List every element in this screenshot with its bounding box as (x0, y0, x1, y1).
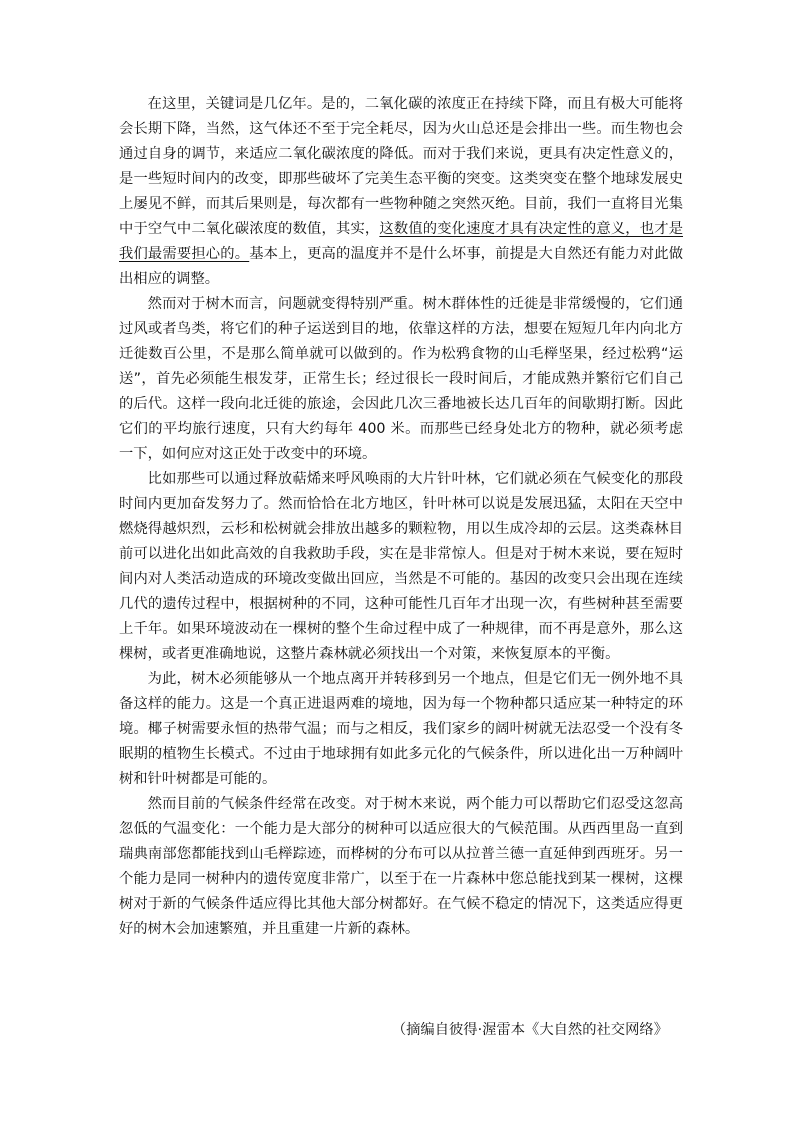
paragraph-1 (119, 92, 683, 292)
source-citation: （摘编自彼得·渥雷本《大自然的社交网络》 (391, 1022, 668, 1038)
underlined-sentence: 这数值的变化速度才具有决定性的意义，也才是我们最需要担心的。 (119, 221, 684, 262)
paragraph-1-text: 在这里，关键词是几亿年。是的，二氧化碳的浓度正在持续下降，而且有极大可能将会长期下降，当然，这气体还不至于完全耗尽，因为火山总还是会排出一些。而生物也会通过自身的调节，来适应二氧化碳浓度的降低。而对于我们来说，更具有决定性意义的，是一些短时间内的改变，即那些破坏了完美生态平衡的突变。这类突变在整个地球发展史上屡见不鲜，而其后果则是，每次都有一些物种随之突然灭绝。目前，我们一直将目光集中于空气中二氧化碳浓度的数值，其实， (119, 96, 683, 237)
paragraph-5: 然而目前的气候条件经常在改变。对于树木来说，两个能力可以帮助它们忍受这忽高忽低的气温变化：一个能力是大部分的树种可以适应很大的气候范围。从西西里岛一直到瑞典南部您都能找到山毛榉踪迹，而桦树的分布可以从拉普兰德一直延伸到西班牙。另一个能力是同一树种内的遗传宽度非常广，以至于在一片森林中您总能找到某一棵树，这棵树对于新的气候条件适应得比其他大部分树都好。在气候不稳定的情况下，这类适应得更好的树木会加速繁殖，并且重建一片新的森林。 (119, 796, 683, 937)
article-body (119, 92, 683, 942)
paragraph-3: 比如那些可以通过释放萜烯来呼风唤雨的大片针叶林，它们就必须在气候变化的那段时间内更加奋发努力了。然而恰恰在北方地区，针叶林可以说是发展迅猛，太阳在天空中燃烧得越炽烈，云杉和松树就会排放出越多的颗粒物，用以生成冷却的云层。这类森林目前可以进化出如此高效的自我救助手段，实在是非常惊人。但是对于树木来说，要在短时间内对人类活动造成的环境改变做出回应，当然是不可能的。基因的改变只会出现在连续几代的遗传过程中，根据树种的不同，这种可能性几百年才出现一次，有些树种甚至需要上千年。如果环境波动在一棵树的整个生命过程中成了一种规律，而不再是意外，那么这棵树，或者更准确地说，这整片森林就必须找出一个对策，来恢复原本的平衡。 (119, 471, 683, 662)
paragraph-4: 为此，树木必须能够从一个地点离开并转移到另一个地点，但是它们无一例外地不具备这样的能力。这是一个真正进退两难的境地，因为每一个物种都只适应某一种特定的环境。椰子树需要永恒的热带气温；而与之相反，我们家乡的阔叶树就无法忍受一个没有冬眠期的植物生长模式。不过由于地球拥有如此多元化的气候条件，所以进化出一万种阔叶树和针叶树都是可能的。 (119, 671, 683, 787)
paragraph-2: 然而对于树木而言，问题就变得特别严重。树木群体性的迁徙是非常缓慢的，它们通过风或者鸟类，将它们的种子运送到目的地，依靠这样的方法，想要在短短几年内向北方迁徙数百公里，不是那么简单就可以做到的。作为松鸦食物的山毛榉坚果，经过松鸦“运送”，首先必须能生根发芽，正常生长；经过很长一段时间后，才能成熟并繁衍它们自己的后代。这样一段向北迁徙的旅途，会因此几次三番地被长达几百年的间歇期打断。因此它们的平均旅行速度，只有大约每年 400 米。而那些已经身处北方的物种，就必须考虑一下，如何应对这正处于改变中的环境。 (119, 296, 683, 462)
paragraph-1-ending: 基本上，更高的温度并不是什么坏事，前提是大自然还有能力对此做出相应的调整。 (119, 246, 684, 287)
